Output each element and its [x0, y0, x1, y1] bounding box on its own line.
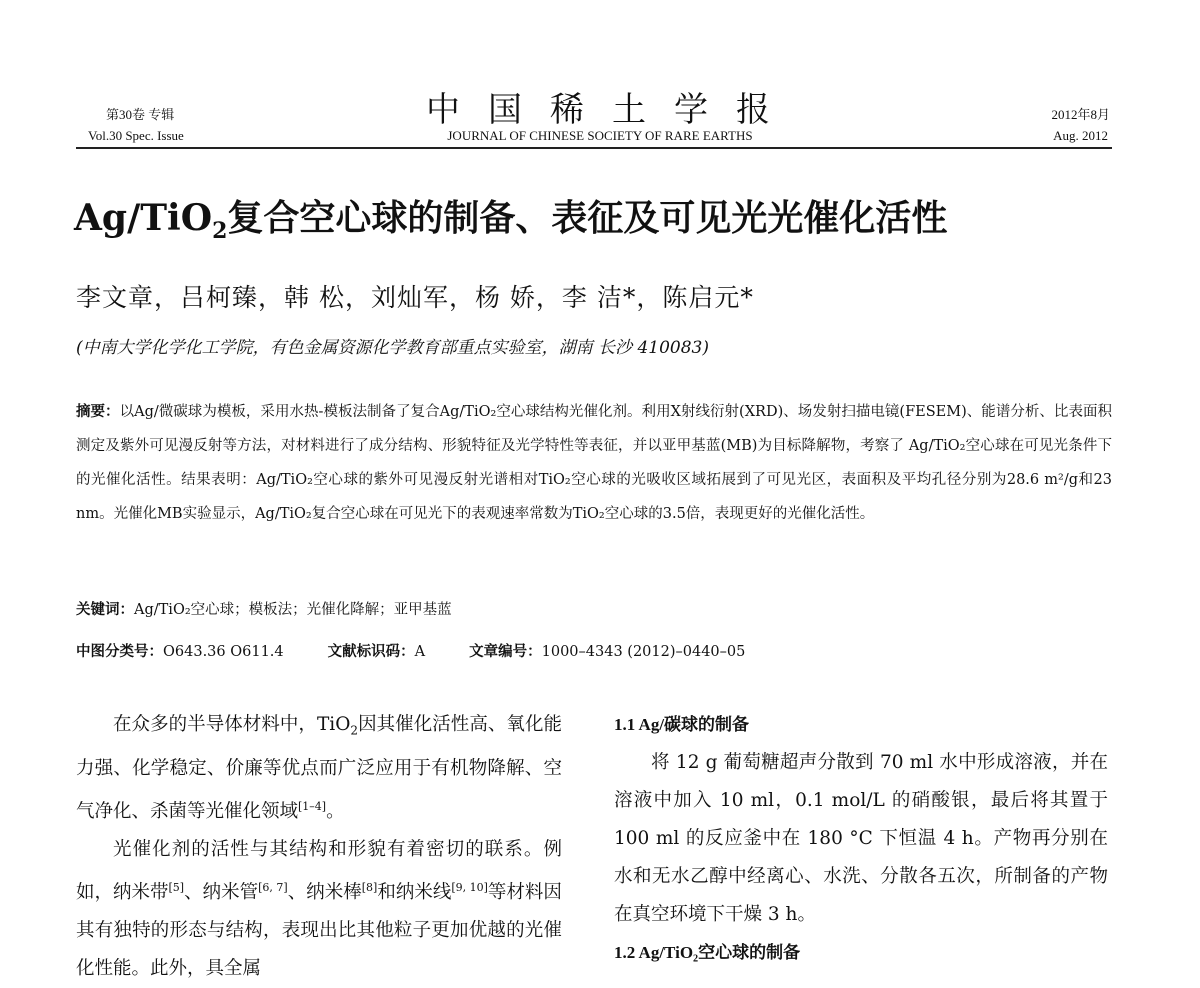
paragraph-morphology: 光催化剂的活性与其结构和形貌有着密切的联系。例如，纳米带[5]、纳米管[6, 7]、纳米棒[8]和纳米线[9, 10]等材料因其有独特的形态与结构，表现出比其他粒子更加优越的光催化性能。此外，具全属: [76, 838, 562, 979]
volume-en: Vol.30 Spec. Issue: [88, 128, 184, 143]
classification-line: 中图分类号：O643.36 O611.4 文献标识码：A 文章编号：1000–4343 (2012)–0440–05: [76, 643, 746, 660]
keywords: 关键词：Ag/TiO₂空心球；模板法；光催化降解；亚甲基蓝: [76, 601, 452, 618]
abstract: [76, 395, 1112, 531]
date-cn: 2012年8月: [1051, 107, 1110, 122]
paragraph-intro: 在众多的半导体材料中，TiO$_2$因其催化活性高、氧化能力强、化学稳定、价廉等优点而广泛应用于有机物降解、空气净化、杀菌等光催化领域[1–4]。: [76, 714, 562, 822]
section-heading-1-2: 1.2 Ag/TiO₂空心球的制备: [614, 943, 801, 962]
body-left-column: [76, 706, 562, 988]
paragraph-method: 将 12 g 葡萄糖超声分散到 70 ml 水中形成溶液，并在溶液中加入 10 ml，0.1 mol/L 的硝酸银，最后将其置于 100 ml 的反应釜中在 180 °C 下恒温 4 h。产物再分别在水和无水乙醇中经离心、水洗、分散各五次，所制备的产物在真空环境下干燥 3 h。: [614, 752, 1108, 925]
authors: 李文章，吕柯臻，韩 松，刘灿军，杨 娇，李 洁*，陈启元*: [76, 283, 754, 312]
journal-title-en: JOURNAL OF CHINESE SOCIETY OF RARE EARTHS: [447, 128, 753, 143]
abstract-text: 以Ag/微碳球为模板，采用水热-模板法制备了复合Ag/TiO₂空心球结构光催化剂。利用X射线衍射(XRD)、场发射扫描电镜(FESEM)、能谱分析、比表面积测定及紫外可见漫反射等方法，对材料进行了成分结构、形貌特征及光学特性等表征，并以亚甲基蓝(MB)为目标降解物，考察了 Ag/TiO₂空心球在可见光条件下的光催化活性。结果表明：Ag/TiO₂空心球的紫外可见漫反射光谱相对TiO₂空心球的光吸收区域拓展到了可见光区，表面积及平均孔径分别为28.6 m²/g和23 nm。光催化MB实验显示，Ag/TiO₂复合空心球在可见光下的表观速率常数为TiO₂空心球的3.5倍，表现更好的光催化活性。: [76, 404, 1112, 522]
header-rule: [76, 147, 1112, 149]
volume-cn: 第30卷 专辑: [106, 107, 175, 122]
paper-title: Ag/TiO$_2$复合空心球的制备、表征及可见光光催化活性: [74, 197, 948, 245]
abstract-label: 摘要：: [76, 403, 120, 420]
section-heading-1-1: 1.1 Ag/碳球的制备: [614, 715, 750, 734]
affiliation: (中南大学化学化工学院，有色金属资源化学教育部重点实验室，湖南 长沙 410083): [76, 338, 709, 358]
date-en: Aug. 2012: [1053, 128, 1108, 143]
journal-title-cn: 中国稀土学报: [426, 90, 798, 130]
body-right-column: [614, 706, 1108, 972]
